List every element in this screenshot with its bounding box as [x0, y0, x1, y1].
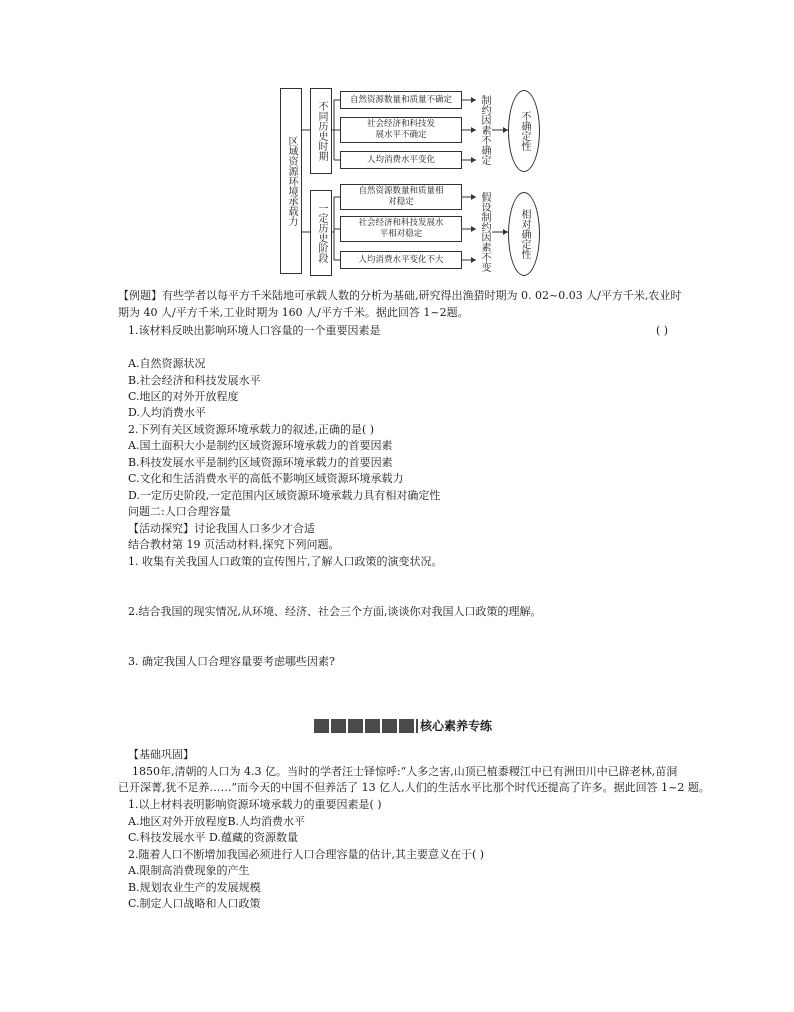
question-2: 2.下列有关区域资源环境承载力的叙述,正确的是( ) — [128, 423, 375, 436]
option: C.制定人口战略和人口政策 — [128, 897, 261, 910]
activity-intro: 结合教材第 19 页活动材料,探究下列问题。 — [128, 538, 340, 551]
factor-item-box — [340, 117, 462, 143]
example-text-line: 【例题】有些学者以每平方千米陆地可承载人数的分析为基础,研究得出渔猎时期为 0. 02~0.03 人/平方千米,农业时 — [118, 289, 682, 302]
example-text-line: 期为 40 人/平方千米,工业时期为 160 人/平方千米。据此回答 1~2题。 — [118, 306, 469, 319]
factor-item-label: 自然资源数量和质量不确定 — [349, 94, 452, 105]
factor-item-box — [340, 251, 462, 269]
basic-heading: 【基础巩固】 — [128, 748, 194, 761]
question-2: 2.随着人口不断增加我国必须进行人口合理容量的估计,其主要意义在于( ) — [128, 848, 485, 861]
section-header — [314, 717, 492, 734]
answer-blank: ( ) — [656, 324, 669, 337]
factor-item-label: 社会经济和科技发展水平不确定 — [366, 119, 435, 140]
section-title: 核心素养专练 — [420, 719, 493, 733]
section-header-bars — [314, 719, 418, 733]
option: A.地区对外开放程度B.人均消费水平 — [128, 815, 306, 828]
carrying-capacity-diagram — [278, 86, 538, 280]
option: A.自然资源状况 — [128, 357, 206, 370]
option: C.科技发展水平 D.蕴藏的资源数量 — [128, 831, 298, 844]
option: D.一定历史阶段,一定范围内区域资源环境承载力具有相对确定性 — [128, 489, 441, 502]
factor-item-label: 自然资源数量和质量相对稳定 — [358, 186, 444, 207]
activity-heading: 【活动探究】讨论我国人口多少才合适 — [128, 522, 315, 535]
factor-item-box — [340, 91, 462, 109]
factor-item-label: 社会经济和科技发展水平相对稳定 — [358, 218, 444, 239]
group-box-stage — [310, 190, 332, 276]
activity-question: 3. 确定我国人口合理容量要考虑哪些因素? — [128, 655, 335, 668]
question-1: 1.以上材料表明影响资源环境承载力的重要因素是( ) — [128, 798, 382, 811]
constraint-label-box — [476, 188, 492, 276]
option: B.社会经济和科技发展水平 — [128, 374, 261, 387]
option: C.地区的对外开放程度 — [128, 390, 239, 403]
option: B.规划农业生产的发展规模 — [128, 881, 261, 894]
result-label: 不确定性 — [519, 111, 530, 151]
activity-question: 1. 收集有关我国人口政策的宣传图片,了解人口政策的演变状况。 — [128, 555, 443, 568]
problem-heading: 问题二:人口合理容量 — [128, 505, 231, 518]
root-box — [280, 88, 302, 274]
option: A.国土面积大小是制约区域资源环境承载力的首要因素 — [128, 439, 393, 452]
factor-item-label: 人均消费水平变化 — [366, 154, 435, 165]
passage-line: 已开深菁,犹不足养……”而今天的中国不但养活了 13 亿人,人们的生活水平比那个时代还提高了许多。据此回答 1~2 题。 — [118, 781, 710, 794]
factor-item-box — [340, 151, 462, 169]
passage-line: 1850年,清朝的人口为 4.3 亿。当时的学者汪士铎惊呼:“人多之害,山顶已植黍稷江中已有洲田川中已辟老林,苗洞 — [132, 765, 678, 778]
root-label: 区域资源环境承载力 — [286, 136, 297, 226]
factor-item-label: 人均消费水平变化不大 — [358, 254, 444, 265]
factor-item-box — [340, 184, 462, 210]
group-label: 一定历史阶段 — [316, 203, 327, 263]
result-ellipse — [508, 192, 540, 276]
group-label: 不同历史时期 — [316, 101, 327, 161]
option: A.限制高消费现象的产生 — [128, 864, 250, 877]
option: B.科技发展水平是制约区域资源环境承载力的首要因素 — [128, 456, 393, 469]
factor-item-box — [340, 216, 462, 242]
result-label: 相对确定性 — [519, 209, 530, 259]
result-ellipse — [508, 90, 540, 172]
constraint-label-box — [476, 88, 492, 172]
option: C.文化和生活消费水平的高低不影响区域资源环境承载力 — [128, 472, 404, 485]
option: D.人均消费水平 — [128, 406, 206, 419]
activity-question: 2.结合我国的现实情况,从环境、经济、社会三个方面,谈谈你对我国人口政策的理解。 — [128, 605, 542, 618]
group-box-historical — [310, 88, 332, 174]
constraint-label: 假设制约因素不变 — [479, 192, 490, 272]
question-1: 1.该材料反映出影响环境人口容量的一个重要因素是 — [128, 324, 381, 337]
constraint-label: 制约因素不确定 — [479, 95, 490, 165]
